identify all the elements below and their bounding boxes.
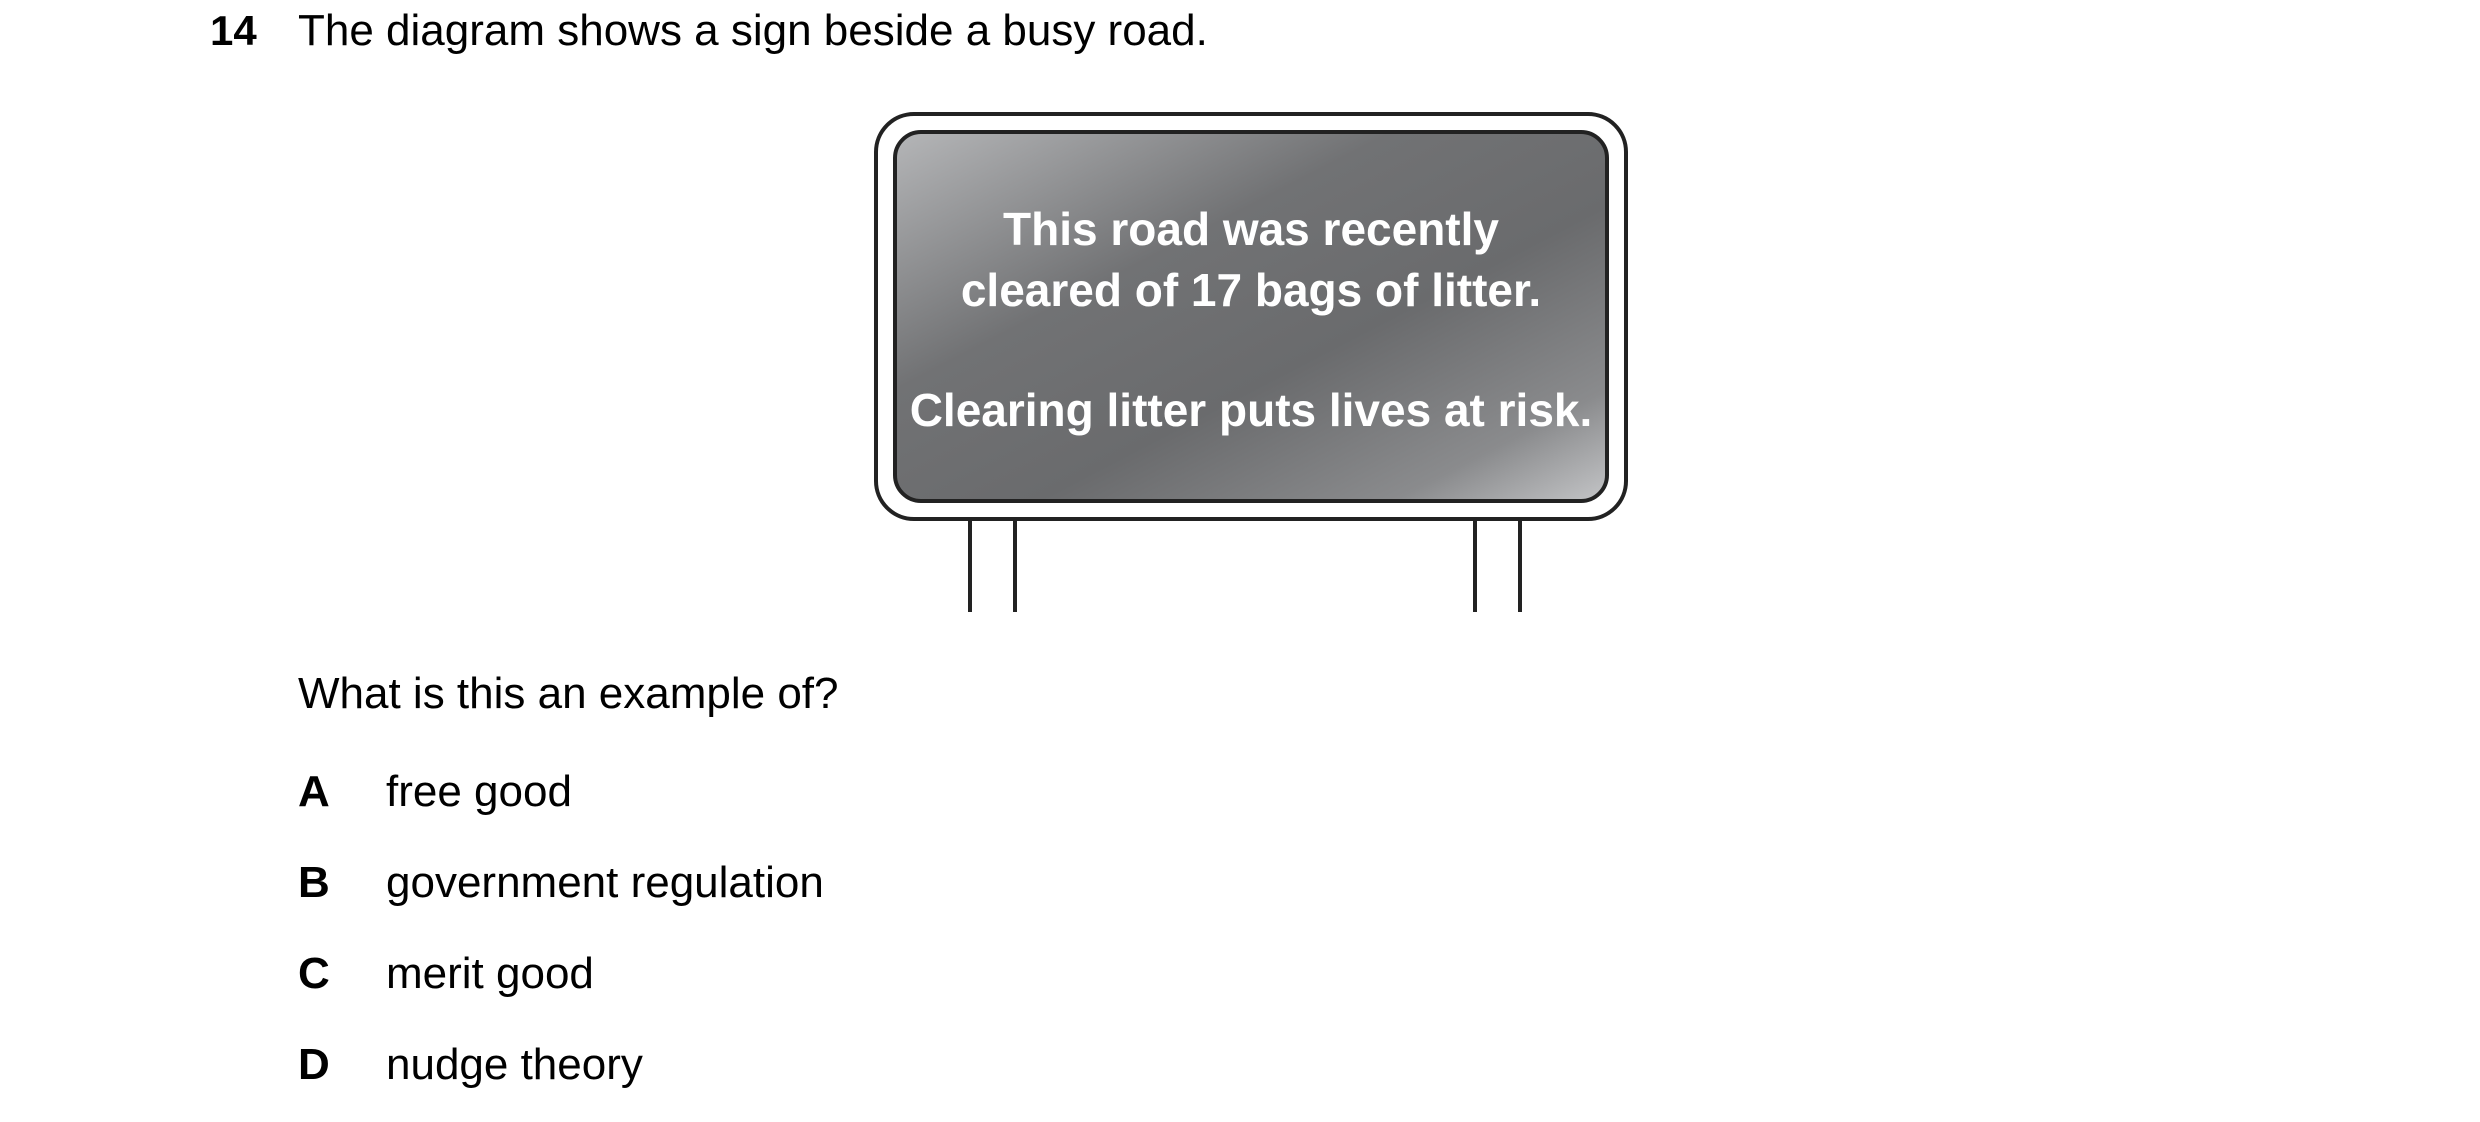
option-letter: D <box>298 1040 330 1089</box>
question-stem: The diagram shows a sign beside a busy road. <box>298 6 1208 55</box>
option-text: merit good <box>386 949 594 998</box>
option-letter: C <box>298 949 330 998</box>
sign-panel <box>895 132 1607 501</box>
question-number: 14 <box>210 7 257 54</box>
option-letter: A <box>298 767 330 816</box>
option-letter: B <box>298 858 330 907</box>
question-prompt: What is this an example of? <box>298 669 839 718</box>
option-text: government regulation <box>386 858 824 907</box>
road-sign-diagram <box>860 100 1660 630</box>
sign-posts <box>970 510 1520 612</box>
option-text: nudge theory <box>386 1040 643 1089</box>
sign-line-3: Clearing litter puts lives at risk. <box>909 384 1593 436</box>
sign-line-1: This road was recently <box>1003 203 1499 255</box>
sign-line-2: cleared of 17 bags of litter. <box>960 264 1542 316</box>
option-text: free good <box>386 767 572 816</box>
